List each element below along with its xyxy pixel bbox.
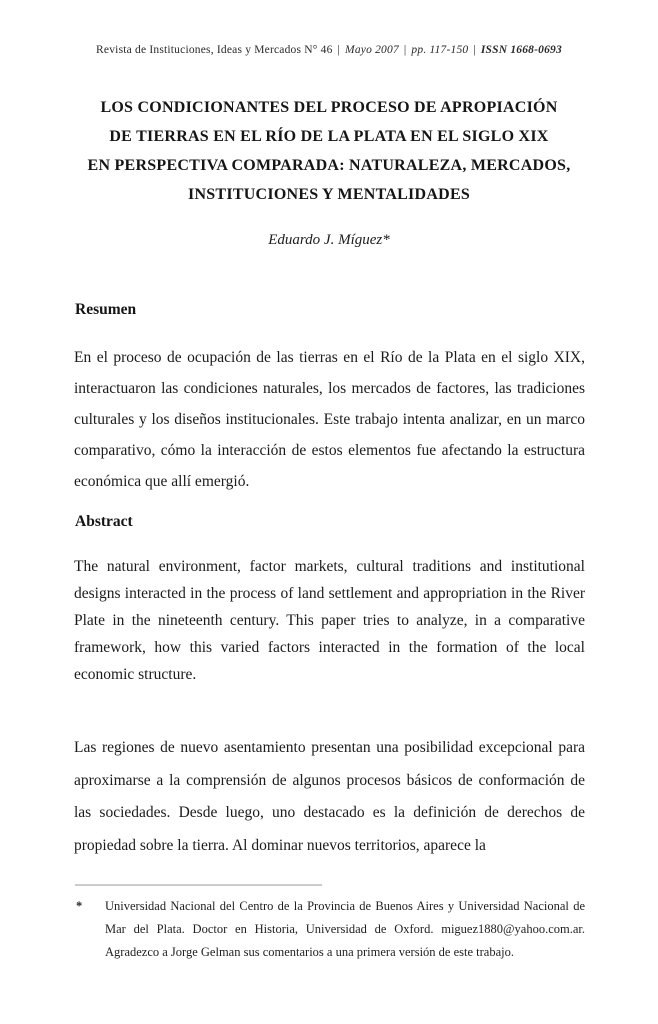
journal-name: Revista de Instituciones, Ideas y Mercados N° 46	[96, 44, 333, 56]
journal-issue-date: Mayo 2007	[345, 44, 399, 56]
footnote-divider	[75, 884, 322, 886]
abstract-text: The natural environment, factor markets, cultural traditions and institutional designs interacted in the process of land settlement and appropriation in the River Plate in the nineteenth century. This paper tries to analyze, in a comparative framework, how this varied factors interacted in the formation of the local economic structure.	[74, 558, 585, 683]
header-separator: |	[403, 44, 407, 56]
abstract-heading: Abstract	[75, 513, 133, 530]
journal-header	[70, 44, 588, 56]
resumen-heading: Resumen	[75, 301, 137, 318]
footnote	[76, 895, 585, 964]
article-title	[60, 93, 598, 209]
body-paragraph: Las regiones de nuevo asentamiento presentan una posibilidad excepcional para aproximarse a la comprensión de algunos procesos básicos de conformación de las sociedades. Desde luego, uno destacado es la definición de derechos de propiedad sobre la tierra. Al dominar nuevos territorios, aparece la	[74, 739, 585, 854]
header-separator: |	[337, 44, 341, 56]
footnote-text: Universidad Nacional del Centro de la Provincia de Buenos Aires y Universidad Nacional de Mar del Plata. Doctor en Historia, Universidad de Oxford. miguez1880@yahoo.com.ar. Agradezco a Jorge Gelman sus comentarios a una primera versión de este trabajo.	[105, 899, 585, 959]
journal-page-range: pp. 117-150	[411, 44, 469, 56]
article-title-line: LOS CONDICIONANTES DEL PROCESO DE APROPIACIÓN	[100, 99, 558, 116]
resumen-text: En el proceso de ocupación de las tierras en el Río de la Plata en el siglo XIX, interactuaron las condiciones naturales, los mercados de factores, las tradiciones culturales y los diseños institucionales. Este trabajo intenta analizar, en un marco comparativo, cómo la interacción de estos elementos fue afectando la estructura económica que allí emergió.	[74, 349, 585, 490]
journal-issn: ISSN 1668-0693	[480, 44, 562, 56]
header-separator: |	[473, 44, 476, 56]
author-name: Eduardo J. Míguez*	[268, 232, 390, 248]
article-title-line: EN PERSPECTIVA COMPARADA: NATURALEZA, MERCADOS,	[87, 157, 571, 174]
footnote-marker: *	[76, 899, 83, 913]
article-title-line: DE TIERRAS EN EL RÍO DE LA PLATA EN EL SIGLO XIX	[109, 128, 549, 145]
article-title-line: INSTITUCIONES Y MENTALIDADES	[187, 186, 471, 203]
